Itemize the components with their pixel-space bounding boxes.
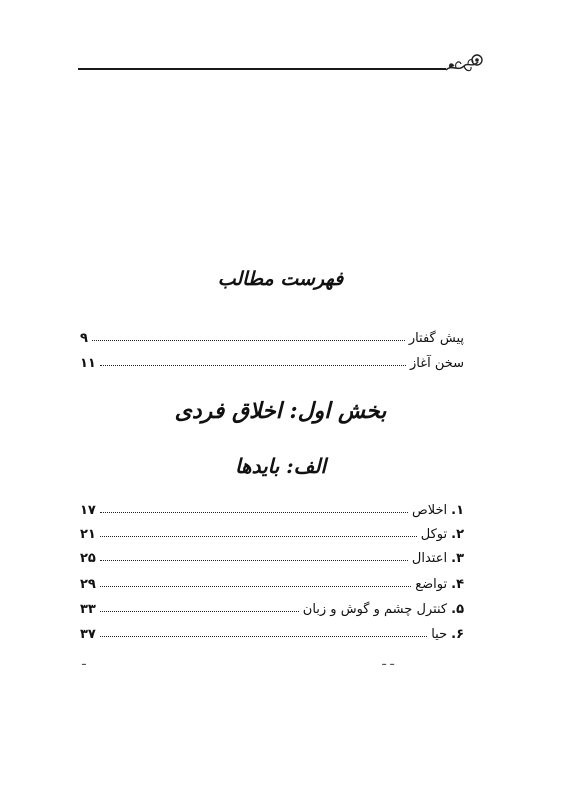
cropped-next-entry: ـ ـ ـ	[82, 654, 394, 669]
toc-entry-title: توکل	[420, 527, 448, 542]
toc-entry-title: پیش گفتار	[408, 331, 464, 346]
floral-ornament-icon	[444, 50, 484, 78]
toc-entry-page: ۲۹	[80, 577, 96, 592]
toc-leader-dots	[100, 611, 299, 612]
toc-entry-page: ۹	[80, 331, 88, 346]
toc-entry-title: اعتدال	[411, 551, 448, 566]
part-title: بخش اول: اخلاق فردی	[174, 398, 387, 424]
toc-entry-page: ۳۳	[80, 602, 96, 617]
toc-entry-number: ۶.	[451, 627, 464, 642]
toc-entry-page: ۲۵	[80, 551, 96, 566]
toc-entry-number: ۵.	[451, 602, 464, 617]
toc-entry[interactable]	[80, 522, 464, 542]
toc-title: فهرست مطالب	[217, 268, 344, 290]
toc-leader-dots	[100, 536, 417, 537]
toc-leader-dots	[100, 365, 406, 366]
toc-entry[interactable]	[80, 597, 464, 617]
toc-entry-title: تواضع	[415, 577, 448, 592]
toc-entry-number: ۳.	[451, 551, 464, 566]
toc-leader-dots	[100, 512, 408, 513]
toc-entry-title: سخن آغاز	[410, 356, 464, 371]
toc-entry-page: ۲۱	[80, 527, 96, 542]
toc-entry-number: ۴.	[451, 577, 464, 592]
toc-entry-number: ۱.	[451, 503, 464, 518]
toc-entry[interactable]	[80, 326, 464, 346]
toc-entry-title: کنترل چشم و گوش و زبان	[302, 602, 448, 617]
header-rule	[78, 68, 446, 70]
toc-entry[interactable]	[80, 351, 464, 371]
toc-entry-page: ۱۱	[80, 356, 96, 371]
toc-entry[interactable]	[80, 498, 464, 518]
toc-entry[interactable]	[80, 572, 464, 592]
toc-entry[interactable]	[80, 546, 464, 566]
toc-leader-dots	[100, 586, 411, 587]
toc-entry-page: ۳۷	[80, 627, 96, 642]
toc-entry-title: اخلاص	[411, 503, 448, 518]
toc-entry-page: ۱۷	[80, 503, 96, 518]
toc-leader-dots	[100, 636, 427, 637]
toc-leader-dots	[92, 340, 405, 341]
toc-leader-dots	[100, 560, 408, 561]
toc-entry-number: ۲.	[451, 527, 464, 542]
section-title: الف: بایدها	[234, 454, 327, 478]
toc-entry-title: حیا	[431, 627, 448, 642]
toc-entry[interactable]	[80, 622, 464, 642]
